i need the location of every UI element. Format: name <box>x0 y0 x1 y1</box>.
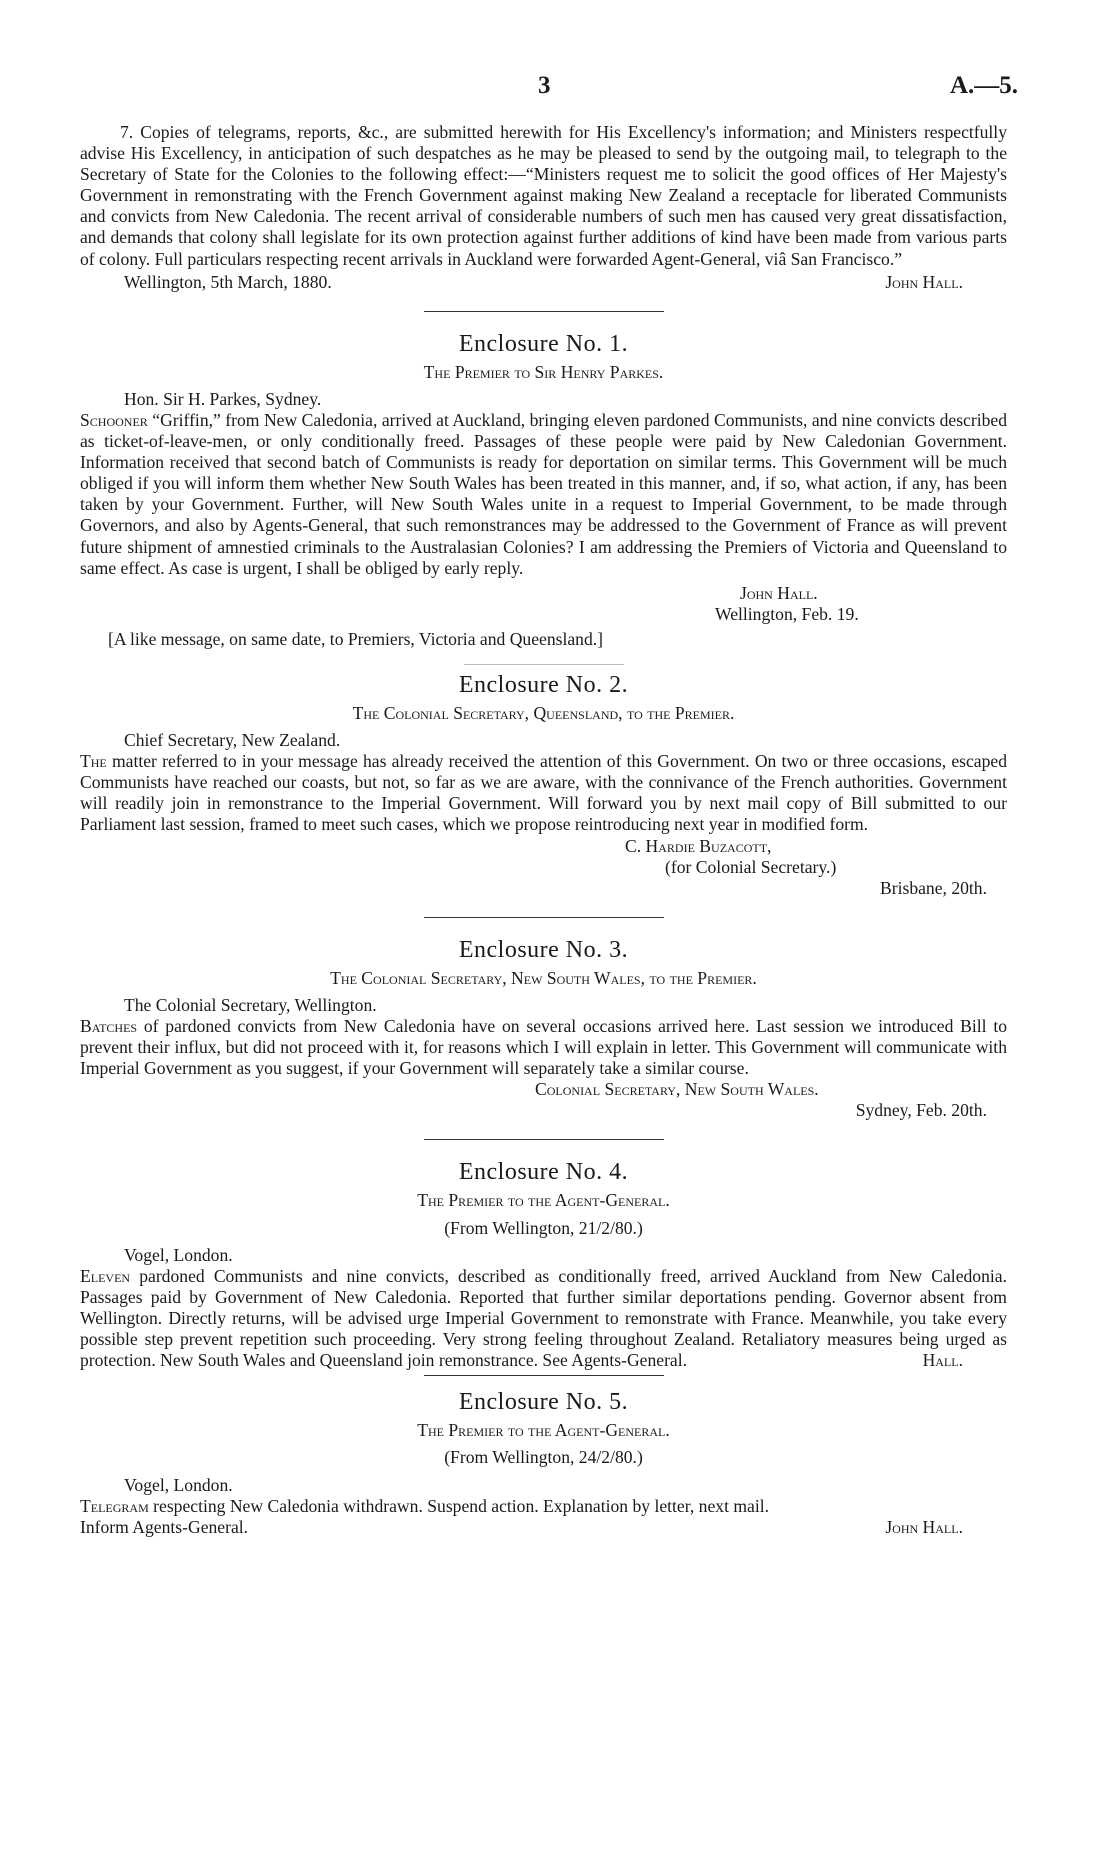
enclosure-2-signature-note: (for Colonial Secretary.) <box>665 856 837 877</box>
enclosure-3-subtitle: The Colonial Secretary, New South Wales, to the Premier. <box>330 967 757 988</box>
enclosure-5-signature: John Hall. <box>885 1516 963 1537</box>
enclosure-1-title: Enclosure No. 1. <box>458 330 629 357</box>
enclosure-2-body <box>80 751 1007 835</box>
enclosure-4-signature: Hall. <box>922 1350 963 1371</box>
enclosure-4-addressee: Vogel, London. <box>124 1244 233 1265</box>
enclosure-1-body <box>80 410 1007 579</box>
enclosure-4-from: (From Wellington, 21/2/80.) <box>444 1217 643 1238</box>
paragraph-7: 7. Copies of telegrams, reports, &c., are submitted herewith for His Excellency's information; and Ministers respectfully advise His Excellency, in anticipation of such despatches as he may be pleased to send by the outgoing mail, to telegraph to the Secretary of State for the Colonies to the following effect:—“Ministers request me to solicit the good offices of Her Majesty's Government in remonstrating with the French Government against making New Zealand a receptacle for liberated Communists and convicts from New Caledonia. The recent arrival of considerable numbers of such men has caused very great dissatisfaction, and demands that colony shall legislate for its own protection against further additions of kind have been made from various parts of colony. Full particulars respecting recent arrivals in Auckland were forwarded Agent-General, viâ San Francisco.” <box>80 122 1007 269</box>
section-divider <box>424 1139 664 1140</box>
enclosure-3-addressee: The Colonial Secretary, Wellington. <box>124 994 377 1015</box>
enclosure-4 <box>80 1158 1007 1371</box>
enclosure-3-place-date: Sydney, Feb. 20th. <box>855 1100 987 1121</box>
enclosure-5-subtitle: The Premier to the Agent-General. <box>417 1420 670 1441</box>
para7-place-date: Wellington, 5th March, 1880. <box>124 271 332 292</box>
enclosure-5-body-text: respecting New Caledonia withdrawn. Suspend action. Explanation by letter, next mail. <box>148 1495 770 1516</box>
enclosure-2-first-word: The <box>80 751 107 772</box>
enclosure-2-place-date: Brisbane, 20th. <box>879 877 987 898</box>
enclosure-2-title: Enclosure No. 2. <box>458 671 629 698</box>
enclosure-1-first-word: Schooner <box>80 409 148 430</box>
enclosure-2-addressee: Chief Secretary, New Zealand. <box>124 730 341 751</box>
enclosure-1-addressee: Hon. Sir H. Parkes, Sydney. <box>124 388 322 409</box>
enclosure-4-first-word: Eleven <box>80 1265 131 1286</box>
enclosure-2-subtitle: The Colonial Secretary, Queensland, to the Premier. <box>352 702 735 723</box>
section-divider <box>424 917 664 918</box>
section-divider-light <box>464 664 624 665</box>
enclosure-3-body <box>80 1016 1007 1079</box>
enclosure-5 <box>80 1388 1007 1537</box>
enclosure-4-body-text: pardoned Communists and nine convicts, described as conditionally freed, arrived Auckland from New Caledonia. Passages paid by Government of New Caledonia. Reported that further similar deportations pending. Governor absent from Wellington. Directly returns, will be advised urge Imperial Government to remonstrate with France. Meanwhile, you take every possible step prevent repetition such proceeding. Very strong feeling throughout Zealand. Retaliatory measures being urged as protection. New South Wales and Queensland join remonstrance. See Agents-General. <box>80 1265 1007 1371</box>
enclosure-2 <box>80 671 1007 899</box>
enclosure-1-place-date: Wellington, Feb. 19. <box>715 603 859 624</box>
enclosure-5-body <box>80 1496 1007 1517</box>
section-divider <box>424 311 664 312</box>
page-header <box>0 72 1114 102</box>
enclosure-1-note: [A like message, on same date, to Premiers, Victoria and Queensland.] <box>108 628 604 649</box>
enclosure-1-body-text: “Griffin,” from New Caledonia, arrived at Auckland, bringing eleven pardoned Communists, and nine convicts described as ticket-of-leave-men, or only conditionally freed. Passages of these people were paid by New Caledonian Government. Information received that second batch of Communists is ready for deportation on similar terms. This Government will be much obliged if you will inform them whether New South Wales has been treated in this manner, and, if so, what action, if any, has been taken by your Government. Further, will New South Wales unite in a request to Imperial Government, to be made through Governors, and also by Agents-General, that such remonstrances may be addressed to the Government of France as will prevent future shipment of amnestied criminals to the Australasian Colonies? I am addressing the Premiers of Victoria and Queensland to same effect. As case is urgent, I shall be obliged by early reply. <box>80 409 1007 578</box>
enclosure-2-body-text: matter referred to in your message has already received the attention of this Government. On two or three occasions, escaped Communists have reached our coasts, but not, so far as we are aware, with the connivance of the French authorities. Government will readily join in remonstrance to the Imperial Government. Will forward you by next mail copy of Bill submitted to our Parliament last session, framed to meet such cases, which we propose reintroducing next year in modified form. <box>80 751 1007 835</box>
enclosure-5-signoff <box>80 1517 1007 1538</box>
enclosure-3-signature: Colonial Secretary, New South Wales. <box>535 1079 819 1100</box>
enclosure-1 <box>80 330 1007 650</box>
enclosure-5-first-word: Telegram <box>80 1495 149 1516</box>
para7-signature: John Hall. <box>885 271 963 292</box>
enclosure-3-body-text: of pardoned convicts from New Caledonia have on several occasions arrived here. Last session we introduced Bill to prevent their influx, but did not proceed with it, for reasons which I will explain in letter. This Government will communicate with Imperial Government as you suggest, if your Government will separately take a similar course. <box>80 1016 1007 1079</box>
enclosure-3-first-word: Batches <box>80 1016 138 1036</box>
enclosure-2-signature: C. Hardie Buzacott, <box>625 835 772 856</box>
enclosure-5-from: (From Wellington, 24/2/80.) <box>444 1447 643 1468</box>
enclosure-1-subtitle: The Premier to Sir Henry Parkes. <box>423 361 664 382</box>
page-number: 3 <box>538 72 551 99</box>
enclosure-5-last-line: Inform Agents-General. <box>80 1516 249 1537</box>
enclosure-4-subtitle: The Premier to the Agent-General. <box>417 1190 670 1211</box>
enclosure-1-signature: John Hall. <box>740 582 818 603</box>
section-divider <box>424 1375 664 1376</box>
page-content <box>80 122 1007 1538</box>
enclosure-5-addressee: Vogel, London. <box>124 1474 233 1495</box>
enclosure-3 <box>80 936 1007 1122</box>
enclosure-3-title: Enclosure No. 3. <box>458 936 629 963</box>
para7-signoff <box>80 272 1007 293</box>
page-reference: A.—5. <box>949 72 1018 99</box>
enclosure-5-title: Enclosure No. 5. <box>458 1389 629 1416</box>
enclosure-4-title: Enclosure No. 4. <box>458 1159 629 1186</box>
